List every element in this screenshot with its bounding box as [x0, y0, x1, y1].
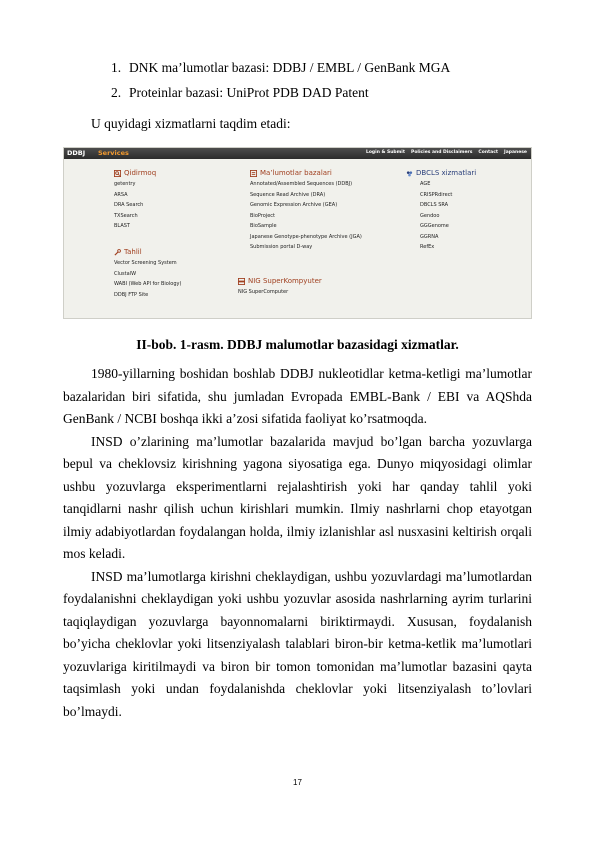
- list-item: [111, 80, 450, 105]
- service-link[interactable]: GGRNA: [420, 233, 439, 240]
- policies-link[interactable]: Policies and Disclaimers: [411, 150, 473, 155]
- tahlil-section: [114, 247, 181, 300]
- ddbj-services-screenshot: [63, 147, 532, 319]
- qidirmoq-heading: Qidirmoq: [114, 168, 156, 179]
- search-icon: [114, 170, 121, 177]
- database-icon: [250, 170, 257, 177]
- service-link[interactable]: Genomic Expression Archive (GEA): [250, 202, 338, 208]
- list-text: DNK ma’lumotlar bazasi: DDBJ / EMBL / GenBank MGA: [129, 60, 451, 75]
- service-link[interactable]: Gendoo: [420, 212, 440, 219]
- service-link[interactable]: BioProject: [250, 212, 275, 219]
- contact-link[interactable]: Contact: [478, 150, 499, 155]
- tahlil-heading: Tahlil: [114, 247, 181, 258]
- dbcls-icon: [406, 170, 413, 177]
- qidirmoq-section: [114, 168, 156, 232]
- list-number: 2.: [111, 85, 122, 100]
- ddbj-logo: DDBJ: [67, 149, 86, 157]
- services-label: Services: [98, 149, 129, 157]
- service-link[interactable]: WABI (Web API for Biology): [114, 281, 182, 287]
- numbered-list: [111, 55, 450, 105]
- paragraph: 1980-yillarning boshidan boshlab DDBJ nukleotidlar ketma-ketligi ma’lumotlar bazalaridan biri sifatida, shu jumladan Evropada EMBL-Bank / EBI va AQShda GenBank / NCBI boshqa ikki a’zosi sifatida faoliyat ko’rsatmoqda.: [63, 366, 532, 426]
- page-number: 17: [293, 778, 302, 787]
- service-link[interactable]: Submission portal D-way: [250, 244, 313, 250]
- service-link[interactable]: RefEx: [420, 244, 435, 250]
- service-link[interactable]: ClustalW: [114, 270, 137, 277]
- service-link[interactable]: DBCLS SRA: [420, 202, 449, 208]
- service-link[interactable]: getentry: [114, 181, 136, 187]
- service-link[interactable]: GGGenome: [420, 223, 449, 229]
- service-link[interactable]: CRISPRdirect: [420, 191, 453, 198]
- list-number: 1.: [111, 60, 122, 75]
- server-icon: [238, 278, 245, 285]
- service-link[interactable]: DRA Search: [114, 202, 144, 208]
- top-links: [366, 150, 527, 155]
- figure-caption: II-bob. 1-rasm. DDBJ malumotlar bazasidagi xizmatlar.: [136, 337, 459, 352]
- dbcls-section: [406, 168, 476, 253]
- service-link[interactable]: Annotated/Assembled Sequences (DDBJ): [250, 181, 353, 187]
- ddbj-top-bar: [64, 148, 531, 159]
- service-link[interactable]: ARSA: [114, 191, 128, 198]
- superkomp-heading: NIG SuperKompyuter: [238, 276, 322, 287]
- dbcls-heading: DBCLS xizmatlari: [406, 168, 476, 179]
- service-link[interactable]: BioSample: [250, 223, 277, 229]
- intro-text: U quyidagi xizmatlarni taqdim etadi:: [91, 116, 291, 131]
- malumotlar-section: [250, 168, 362, 253]
- service-link[interactable]: TXSearch: [114, 212, 138, 219]
- wrench-icon: [114, 249, 121, 256]
- service-link[interactable]: AGE: [420, 181, 431, 187]
- superkomp-section: [238, 276, 322, 298]
- service-link[interactable]: Sequence Read Archive (DRA): [250, 191, 326, 198]
- japanese-link[interactable]: Japanese: [504, 150, 527, 155]
- service-link[interactable]: Japanese Genotype-phenotype Archive (JGA): [250, 233, 362, 240]
- paragraph: INSD o’zlarining ma’lumotlar bazalarida mavjud bo’lgan barcha yozuvlarga bepul va cheklovsiz kirishning yagona siyosatiga ega. Dunyo miqyosidagi olimlar ushbu yozuvlarga eksperimentlarni rejalashtirish yoki har qanday tahlil yoki tanqidlarni nashr qilish uchun kirishlari mumkin. Ilmiy nashrlarni chop etayotgan ilmiy adabiyotlardan foydalangan holda, ilmiy izlanishlar asl nusxasini keltirish orqali mos keladi.: [63, 433, 532, 561]
- malumotlar-heading: Ma’lumotlar bazalari: [250, 168, 362, 179]
- body-text: [63, 363, 532, 723]
- list-item: [111, 55, 450, 80]
- service-link[interactable]: DDBJ FTP Site: [114, 291, 149, 298]
- service-link[interactable]: NIG SuperComputer: [238, 289, 289, 295]
- service-link[interactable]: Vector Screening System: [114, 260, 177, 266]
- paragraph: INSD ma’lumotlarga kirishni cheklaydigan, ushbu yozuvlardagi ma’lumotlardan foydalanishni cheklaydigan yoki ushbu yozuvlar asosida nashrlarning ayrim turlarini taqiqlaydigan yozuvlarga bayonnomalarni biriktirmaydi. Xususan, foydalanish bo’yicha cheklovlar yoki litsenziyalash talablari biron-bir ketma-ketlik ma’lumotlari yozuvlariga kiritilmaydi va biron bir tomon tomonidan ma’lumotlar bazasini qayta taqsimlash yoki undan foydalanishda cheklovlar yoki litsenziyalash to’lovlari bo’lmaydi.: [63, 568, 532, 719]
- list-text: Proteinlar bazasi: UniProt PDB DAD Patent: [129, 85, 369, 100]
- service-link[interactable]: BLAST: [114, 223, 130, 229]
- login-link[interactable]: Login & Submit: [365, 150, 406, 155]
